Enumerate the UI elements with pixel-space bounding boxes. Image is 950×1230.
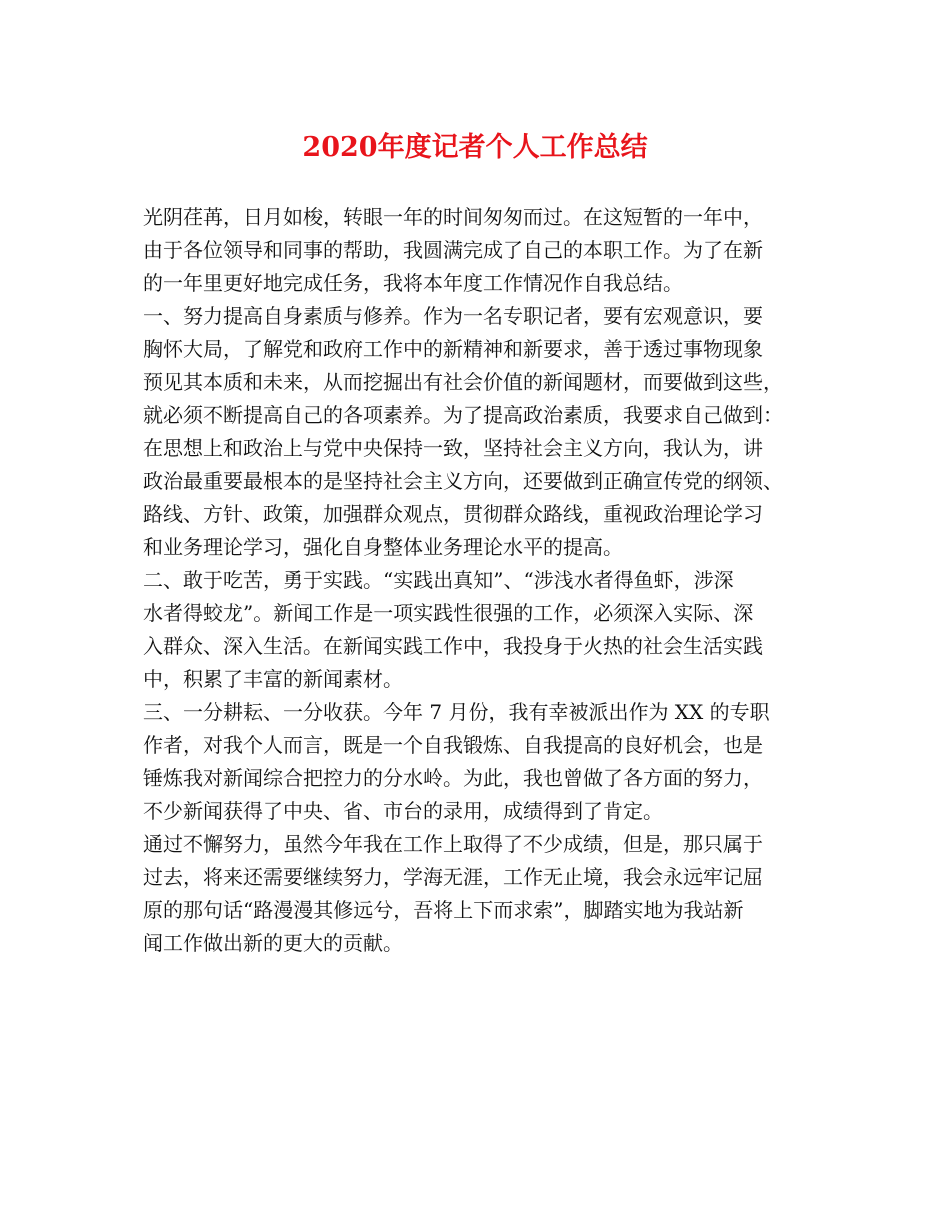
body-line: 三、一分耕耘、一分收获。今年 7 月份，我有幸被派出作为 XX 的专职 [143,700,770,724]
body-line: 和业务理论学习，强化自身整体业务理论水平的提高。 [143,535,623,559]
body-line: 通过不懈努力，虽然今年我在工作上取得了不少成绩，但是，那只属于 [143,832,763,856]
body-line: 水者得蛟龙”。新闻工作是一项实践性很强的工作，必须深入实际、深 [143,601,754,625]
body-line: 二、敢于吃苦，勇于实践。“实践出真知”、“涉浅水者得鱼虾，涉深 [143,568,734,592]
body-line: 原的那句话“路漫漫其修远兮，吾将上下而求索”，脚踏实地为我站新 [143,898,744,922]
body-line: 光阴荏苒，日月如梭，转眼一年的时间匆匆而过。在这短暂的一年中， [143,205,763,229]
body-line: 不少新闻获得了中央、省、市台的录用，成绩得到了肯定。 [143,799,663,823]
body-line: 就必须不断提高自己的各项素养。为了提高政治素质，我要求自己做到： [143,403,783,427]
body-line: 胸怀大局，了解党和政府工作中的新精神和新要求，善于透过事物现象 [143,337,763,361]
body-line: 政治最重要最根本的是坚持社会主义方向，还要做到正确宣传党的纲领、 [143,469,783,493]
body-line: 的一年里更好地完成任务，我将本年度工作情况作自我总结。 [143,271,683,295]
body-line: 锤炼我对新闻综合把控力的分水岭。为此，我也曾做了各方面的努力， [143,766,763,790]
body-line: 中，积累了丰富的新闻素材。 [143,667,403,691]
body-line: 一、努力提高自身素质与修养。作为一名专职记者，要有宏观意识，要 [143,304,763,328]
body-line: 闻工作做出新的更大的贡献。 [143,931,403,955]
body-line: 路线、方针、政策，加强群众观点，贯彻群众路线，重视政治理论学习 [143,502,763,526]
body-line: 过去，将来还需要继续努力，学海无涯，工作无止境，我会永远牢记屈 [143,865,763,889]
document-title: 2020年度记者个人工作总结 [302,132,648,163]
body-line: 预见其本质和未来，从而挖掘出有社会价值的新闻题材，而要做到这些， [143,370,783,394]
body-line: 在思想上和政治上与党中央保持一致，坚持社会主义方向，我认为，讲 [143,436,763,460]
body-line: 入群众、深入生活。在新闻实践工作中，我投身于火热的社会生活实践 [143,634,763,658]
document-body [143,201,833,960]
body-line: 作者，对我个人而言，既是一个自我锻炼、自我提高的良好机会，也是 [143,733,763,757]
body-line: 由于各位领导和同事的帮助，我圆满完成了自己的本职工作。为了在新 [143,238,763,262]
